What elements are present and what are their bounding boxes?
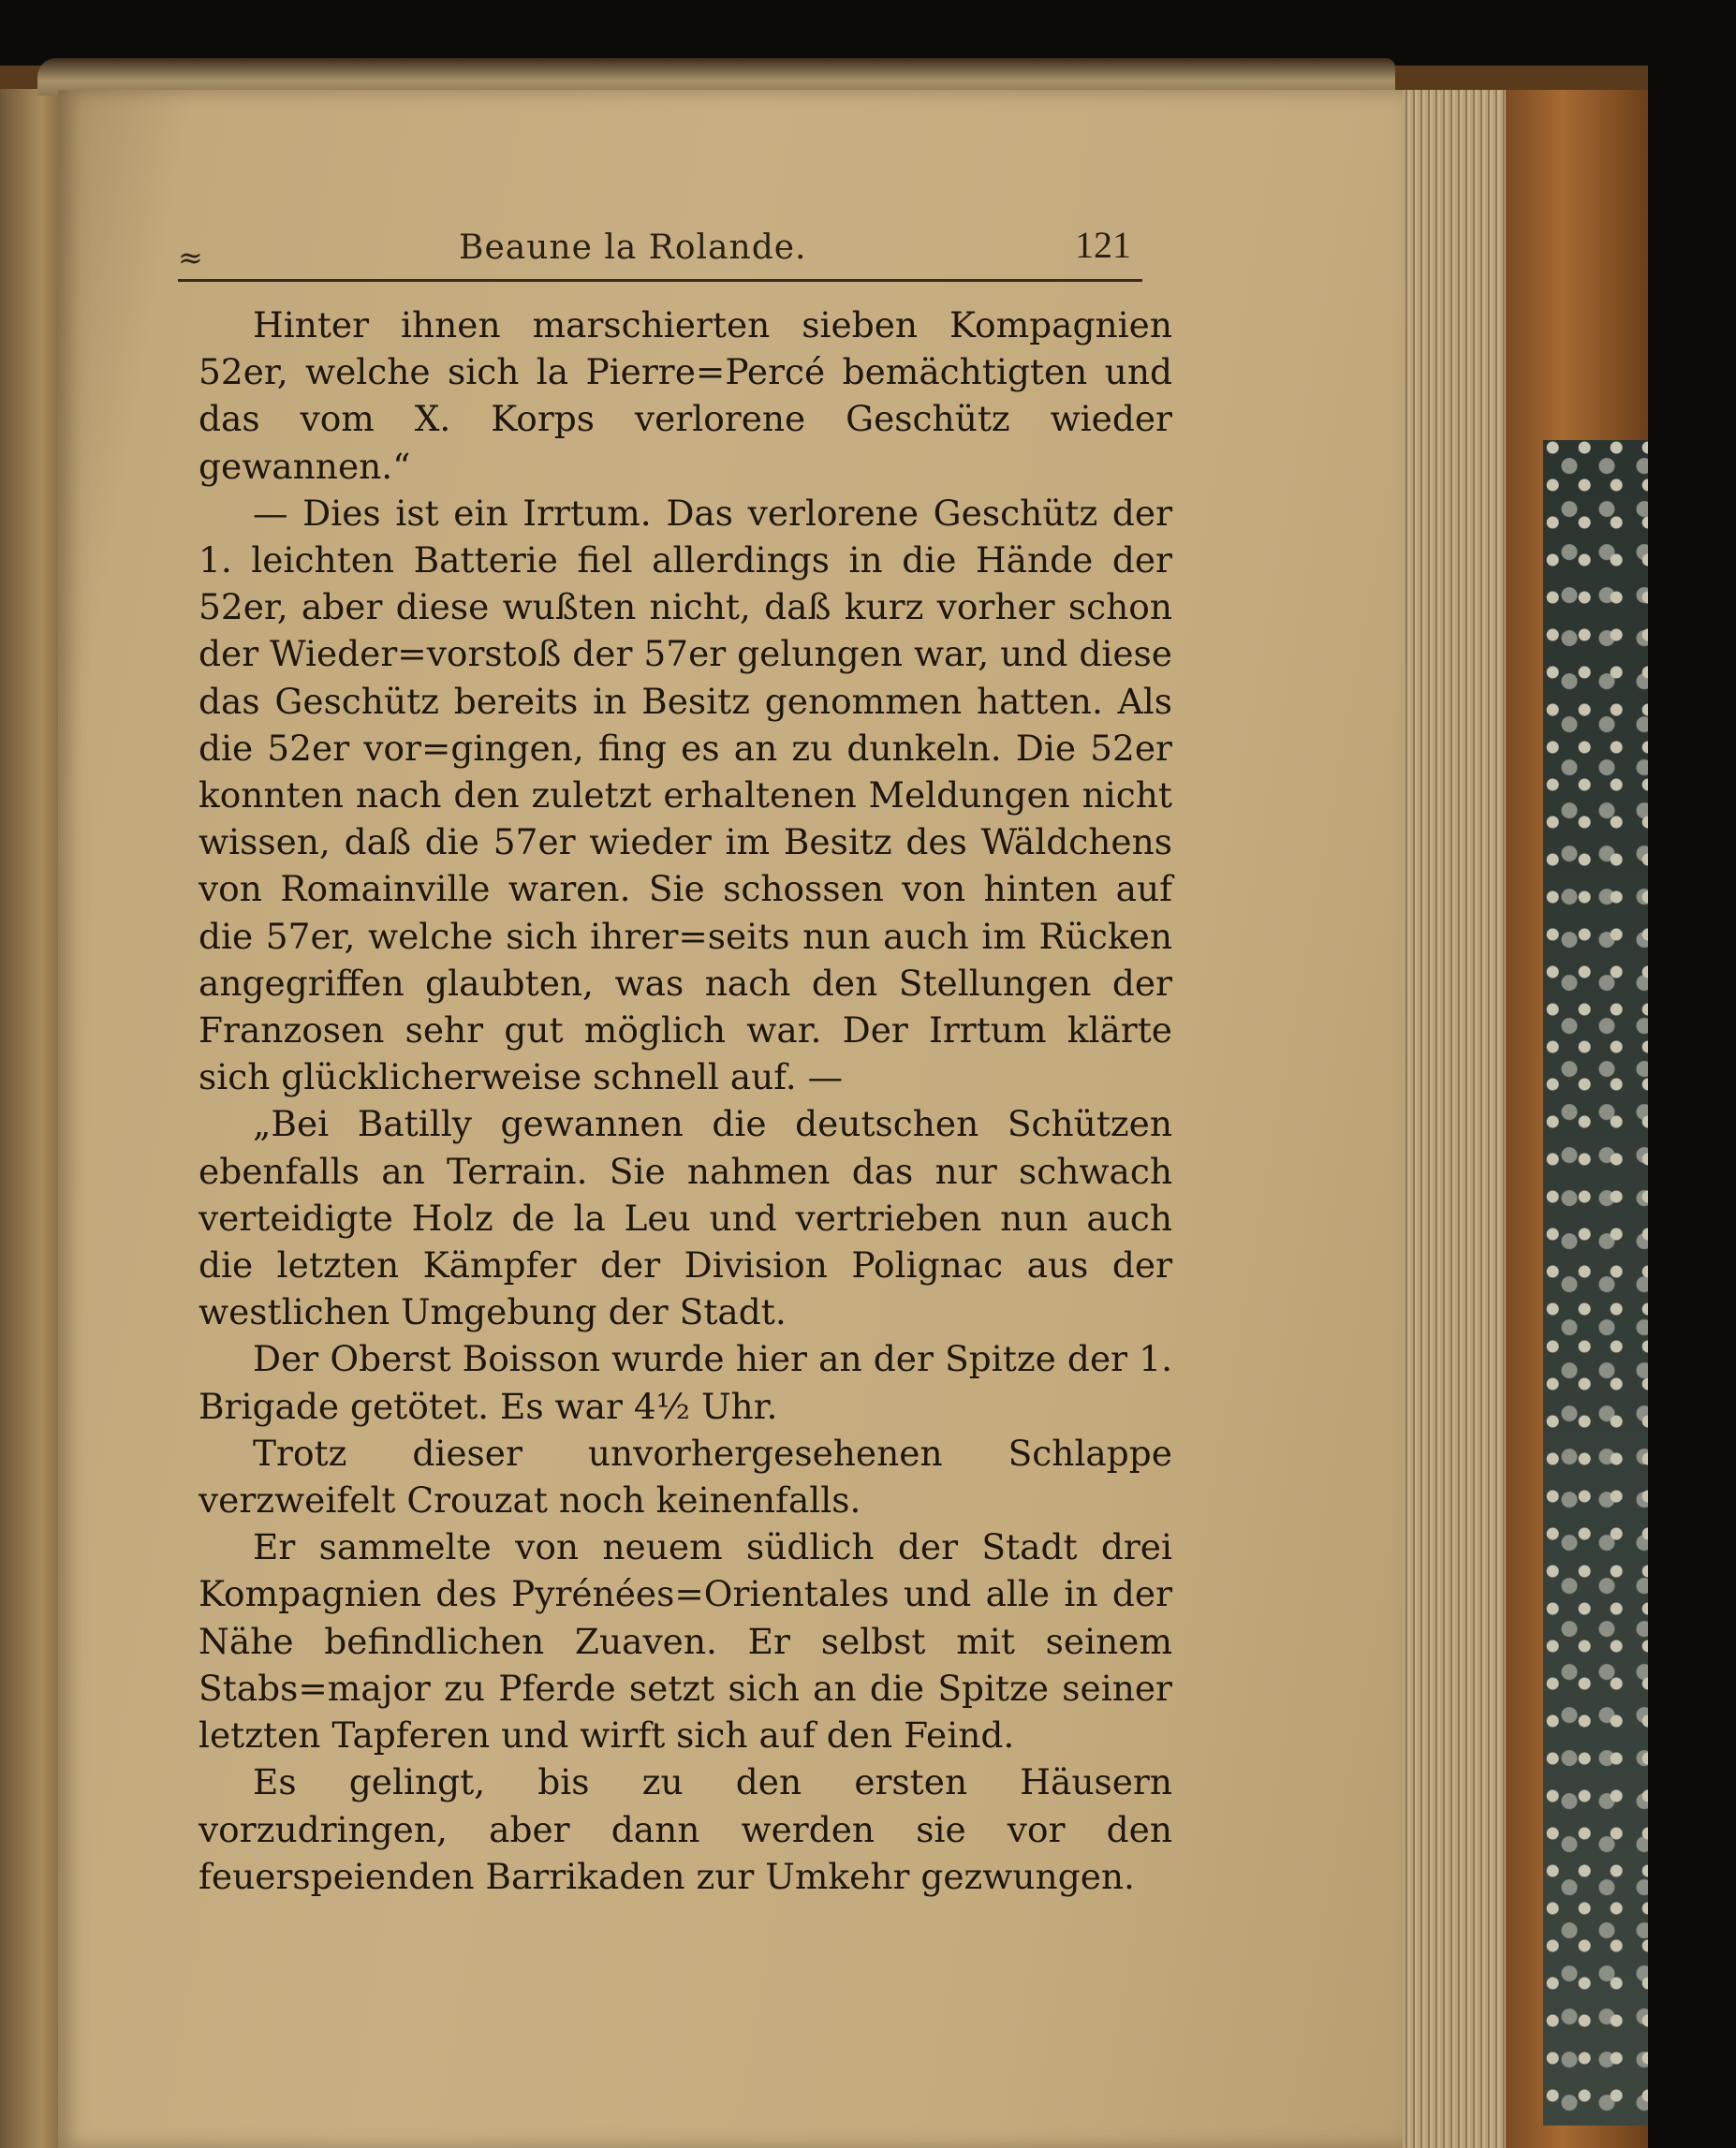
paragraph: — Dies ist ein Irrtum. Das verlorene Geschütz der 1. leichten Batterie fiel allerdings in die Hände der 52er, aber diese wußten nicht, daß kurz vorher schon der Wieder=vorstoß der 57er gelungen war, und diese das Geschütz bereits in Besitz genommen hatten. Als die 52er vor=gingen, fing es an zu dunkeln. Die 52er konnten nach den zuletzt erhaltenen Meldungen nicht wissen, daß die 57er wieder im Besitz des Wäldchens von Romainville waren. Sie schossen von hinten auf die 57er, welche sich ihrer=seits nun auch im Rücken angegriffen glaubten, was nach den Stellungen der Franzosen sehr gut möglich war. Der Irrtum klärte sich glücklicherweise schnell auf. — (199, 492, 1172, 1098)
paragraph: Der Oberst Boisson wurde hier an der Spitze der 1. Brigade getötet. Es war 4½ Uhr. (199, 1338, 1172, 1427)
previous-page-edge (0, 89, 60, 2148)
page-number: 121 (1075, 224, 1131, 266)
body-text (199, 302, 1172, 1900)
header-rule (178, 279, 1142, 282)
paragraph: Es gelingt, bis zu den ersten Häusern vorzudringen, aber dann werden sie vor den feuerspeienden Barrikaden zur Umkehr gezwungen. (199, 1761, 1172, 1897)
header-title: Beaune la Rolande. (459, 228, 807, 267)
paragraph: Trotz dieser unvorhergesehenen Schlappe verzweifelt Crouzat noch keinenfalls. (199, 1432, 1172, 1522)
paragraph: „Bei Batilly gewannen die deutschen Schützen ebenfalls an Terrain. Sie nahmen das nur schwach verteidigte Holz de la Leu und vertrieben nun auch die letzten Kämpfer der Division Polignac aus der westlichen Umgebung der Stadt. (199, 1103, 1172, 1333)
page-block-edge (1403, 90, 1506, 2148)
marbled-cover-paper (1543, 440, 1648, 2126)
running-header (178, 223, 1142, 279)
background-shadow (1648, 0, 1736, 2148)
paragraph: Hinter ihnen marschierten sieben Kompagnien 52er, welche sich la Pierre=Percé bemächtigten und das vom X. Korps verlorene Geschütz wieder gewannen.“ (199, 304, 1172, 487)
signature-mark: ≈ (178, 240, 203, 275)
paragraph: Er sammelte von neuem südlich der Stadt drei Kompagnien des Pyrénées=Orientales und alle in der Nähe befindlichen Zuaven. Er selbst mit seinem Stabs=major zu Pferde setzt sich an die Spitze seiner letzten Tapferen und wirft sich auf den Feind. (199, 1526, 1172, 1757)
